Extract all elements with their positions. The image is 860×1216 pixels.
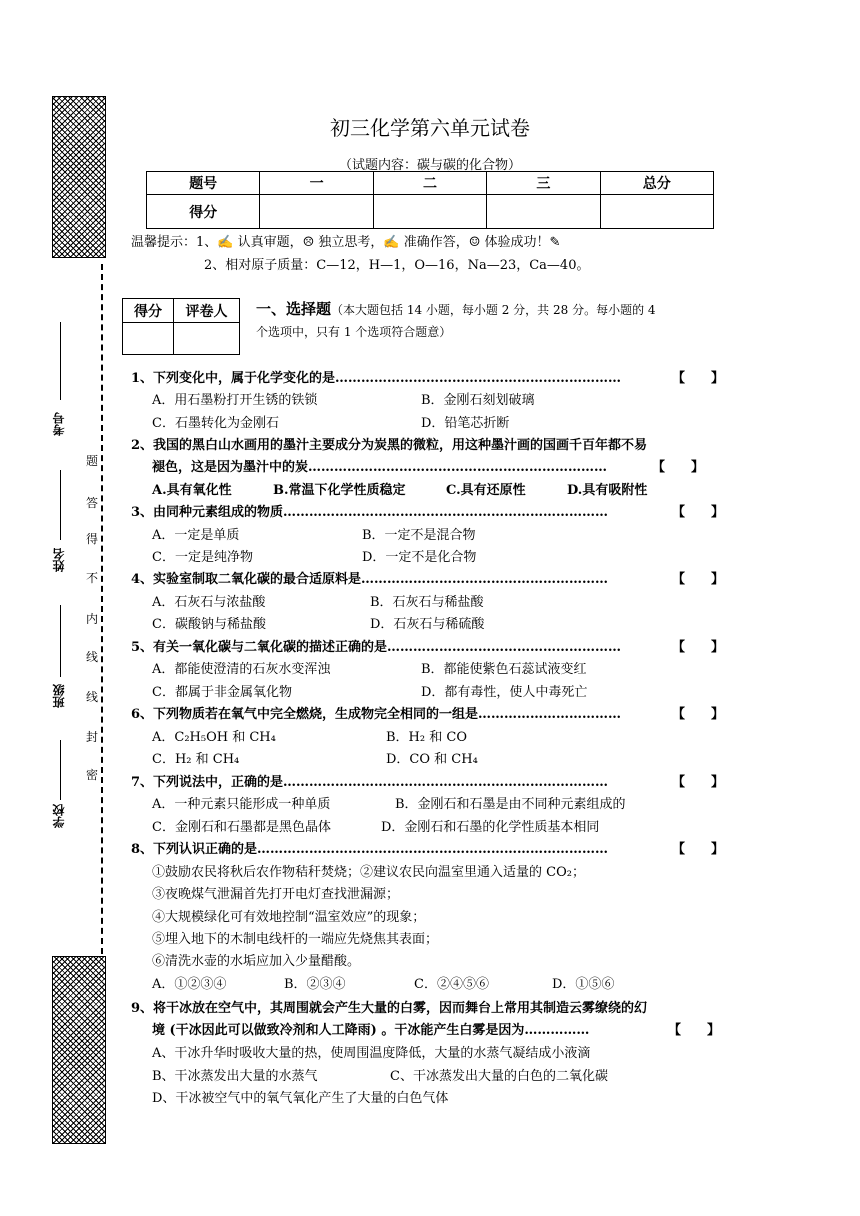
score-cell[interactable] xyxy=(373,195,486,229)
q8-item: ④大规模绿化可有效地控制“温室效应”的现象； xyxy=(152,910,426,925)
score-header: 二 xyxy=(373,172,486,195)
q7-option-a: A．一种元素只能形成一种单质 xyxy=(152,797,331,812)
q3-option-a: A．一定是单质 xyxy=(152,528,240,543)
q8-item: ①鼓励农民将秋后农作物秸秆焚烧；②建议农民向温室里通入适量的 CO₂； xyxy=(152,865,585,880)
q2-option-a: A.具有氧化性 xyxy=(152,483,232,498)
seal-char: 不 xyxy=(86,571,99,585)
q8-option-b: B．②③④ xyxy=(284,977,346,992)
q5-stem: 5、有关一氧化碳与二氧化碳的描述正确的是……………………………………………… xyxy=(131,640,622,655)
q5-option-b: B．都能使紫色石蕊试液变红 xyxy=(421,662,587,677)
section1-note-2: 个选项中，只有 1 个选项符合题意） xyxy=(256,325,452,339)
q1-option-d: D．铅笔芯折断 xyxy=(421,416,510,431)
score-table xyxy=(146,171,714,229)
seal-char: 封 xyxy=(86,730,99,744)
q4-option-a: A．石灰石与浓盐酸 xyxy=(152,595,266,610)
class-line xyxy=(60,605,61,677)
section1-heading xyxy=(256,300,656,320)
q1-stem: 1、下列变化中，属于化学变化的是………………………………………………………… xyxy=(131,371,622,386)
seal-char: 线 xyxy=(86,690,99,704)
q8-item: ③夜晚煤气泄漏首先打开电灯查找泄漏源； xyxy=(152,887,400,902)
q8-bracket: 【 】 xyxy=(672,842,725,857)
q3-stem: 3、由同种元素组成的物质………………………………………………………………… xyxy=(131,505,609,520)
score-cell[interactable] xyxy=(260,195,373,229)
q9-stem-1: 9、将干冰放在空气中，其周围就会产生大量的白雾，因而舞台上常用其制造云雾缭绕的幻 xyxy=(131,1001,648,1016)
seal-char: 得 xyxy=(86,532,99,546)
q2-stem-1: 2、我国的黑白山水画用的墨汁主要成分为炭黑的微粒，用这种墨汁画的国画千百年都不易 xyxy=(131,438,648,453)
seal-char: 线 xyxy=(86,650,99,664)
q1-option-a: A．用石墨粉打开生锈的铁锁 xyxy=(152,393,318,408)
score-header: 总分 xyxy=(600,172,713,195)
seal-char: 题 xyxy=(86,454,99,468)
q7-option-b: B．金刚石和石墨是由不同种元素组成的 xyxy=(395,797,626,812)
q2-bracket: 【 】 xyxy=(652,460,705,475)
q4-option-c: C．碳酸钠与稀盐酸 xyxy=(152,617,266,632)
q6-option-a: A．C₂H₅OH 和 CH₄ xyxy=(152,730,276,745)
tips-line-1: 温馨提示：1、✍ 认真审题，☹ 独立思考，✍ 准确作答，☺ 体验成功！✎ xyxy=(131,235,561,250)
q9-option-a: A、干冰升华时吸收大量的热，使周围温度降低，大量的水蒸气凝结成小液滴 xyxy=(152,1046,591,1061)
tips-line-2: 2、相对原子质量：C—12，H—1，O—16，Na—23，Ca—40。 xyxy=(204,258,590,273)
q5-option-a: A．都能使澄清的石灰水变浑浊 xyxy=(152,662,331,677)
q4-option-d: D．石灰石与稀硫酸 xyxy=(370,617,485,632)
grader-table xyxy=(122,298,240,355)
q2-stem-2: 褪色，这是因为墨汁中的炭…………………………………………………………… xyxy=(152,460,608,475)
q8-option-d: D．①⑤⑥ xyxy=(552,977,615,992)
name-line xyxy=(60,470,61,540)
q4-bracket: 【 】 xyxy=(672,572,725,587)
q6-stem: 6、下列物质若在氧气中完全燃烧，生成物完全相同的一组是…………………………… xyxy=(131,707,622,722)
q3-bracket: 【 】 xyxy=(672,505,725,520)
score-cell[interactable] xyxy=(600,195,713,229)
q8-option-a: A．①②③④ xyxy=(152,977,227,992)
q9-stem-2: 境 (干冰因此可以做致冷剂和人工降雨) 。干冰能产生白雾是因为…………… xyxy=(152,1023,590,1038)
seal-char: 密 xyxy=(86,768,99,782)
q7-option-c: C．金刚石和石墨都是黑色晶体 xyxy=(152,820,331,835)
grader-name-cell[interactable] xyxy=(174,323,240,355)
section1-title: 一、选择题 xyxy=(256,300,332,318)
school-label: 学校 xyxy=(52,804,66,828)
q5-option-d: D．都有毒性，使人中毒死亡 xyxy=(421,685,588,700)
q3-option-b: B．一定不是混合物 xyxy=(362,528,476,543)
q9-option-c: C、干冰蒸发出大量的白色的二氧化碳 xyxy=(390,1069,608,1084)
q8-option-c: C．②④⑤⑥ xyxy=(414,977,489,992)
q6-option-d: D．CO 和 CH₄ xyxy=(386,752,478,767)
q3-option-d: D．一定不是化合物 xyxy=(362,550,477,565)
section1-note: （本大题包括 14 小题，每小题 2 分，共 28 分。每小题的 4 xyxy=(331,303,656,317)
page-subtitle: （试题内容：碳与碳的化合物） xyxy=(338,158,521,173)
q9-option-b: B、干冰蒸发出大量的水蒸气 xyxy=(152,1069,318,1084)
seal-char: 内 xyxy=(86,612,99,626)
binding-hatch-bottom xyxy=(52,956,106,1144)
q9-option-d: D、干冰被空气中的氧气氧化产生了大量的白色气体 xyxy=(152,1091,449,1106)
q1-option-c: C．石墨转化为金刚石 xyxy=(152,416,279,431)
q3-option-c: C．一定是纯净物 xyxy=(152,550,253,565)
q5-bracket: 【 】 xyxy=(672,640,725,655)
q2-option-d: D.具有吸附性 xyxy=(567,483,648,498)
q7-stem: 7、下列说法中，正确的是………………………………………………………………… xyxy=(131,775,609,790)
exam-no-label: 考号 xyxy=(52,412,66,436)
seal-char: 答 xyxy=(86,496,99,510)
q2-option-c: C.具有还原性 xyxy=(446,483,526,498)
name-label: 姓名 xyxy=(52,548,66,572)
q8-item: ⑥清洗水壶的水垢应加入少量醋酸。 xyxy=(152,954,361,969)
q5-option-c: C．都属于非金属氧化物 xyxy=(152,685,292,700)
q8-item: ⑤埋入地下的木制电线杆的一端应先烧焦其表面； xyxy=(152,932,439,947)
score-row-label: 得分 xyxy=(147,195,260,229)
exam-no-line xyxy=(60,322,61,400)
binding-dashed-line xyxy=(101,264,103,954)
q2-option-b: B.常温下化学性质稳定 xyxy=(273,483,406,498)
q9-bracket: 【 】 xyxy=(668,1023,721,1038)
score-header: 一 xyxy=(260,172,373,195)
q4-option-b: B．石灰石与稀盐酸 xyxy=(370,595,484,610)
score-header: 三 xyxy=(487,172,600,195)
q1-option-b: B．金刚石刻划破璃 xyxy=(421,393,535,408)
q6-option-b: B．H₂ 和 CO xyxy=(386,730,467,745)
school-line xyxy=(60,740,61,800)
grader-score-label: 得分 xyxy=(123,299,174,323)
q6-option-c: C．H₂ 和 CH₄ xyxy=(152,752,240,767)
grader-label: 评卷人 xyxy=(174,299,240,323)
q1-bracket: 【 】 xyxy=(672,371,725,386)
q7-option-d: D．金刚石和石墨的化学性质基本相同 xyxy=(381,820,600,835)
q6-bracket: 【 】 xyxy=(672,707,725,722)
page-title: 初三化学第六单元试卷 xyxy=(330,116,530,140)
q8-stem: 8、下列认识正确的是……………………………………………………………………… xyxy=(131,842,609,857)
class-label: 班级 xyxy=(52,684,66,708)
q7-bracket: 【 】 xyxy=(672,775,725,790)
score-header: 题号 xyxy=(147,172,260,195)
q4-stem: 4、实验室制取二氧化碳的最合适原料是………………………………………………… xyxy=(131,572,609,587)
score-cell[interactable] xyxy=(487,195,600,229)
grader-score-cell[interactable] xyxy=(123,323,174,355)
